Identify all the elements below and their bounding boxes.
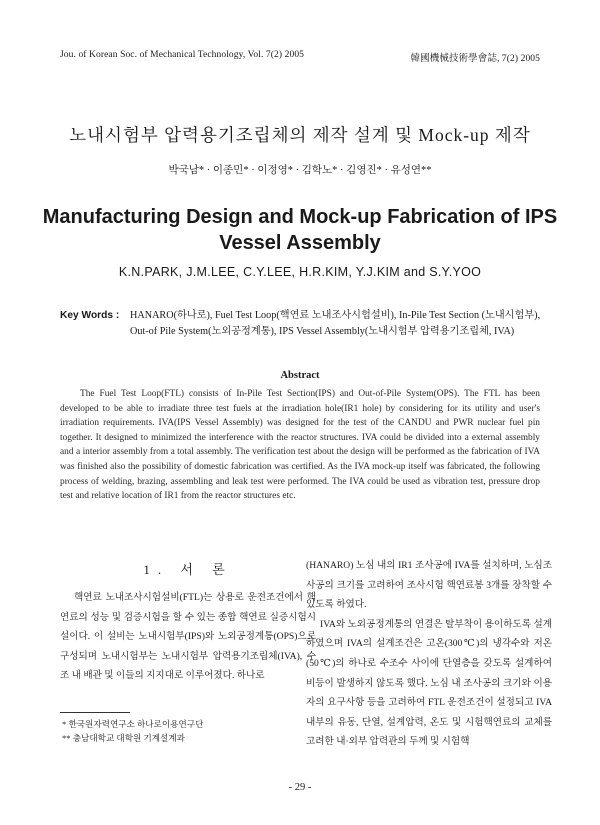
column-right — [306, 556, 552, 752]
keywords-text: HANARO(하나로), Fuel Test Loop(핵연료 노내조사시험설비), In-Pile Test Section (노내시험부), Out-of Pile System(노외공정계통), IPS Vessel Assembly(노내시험부 압력용기조립체, IVA) — [130, 310, 541, 337]
footnotes — [62, 717, 203, 745]
intro-paragraph-1-continued: (HANARO) 노심 내의 IR1 조사공에 IVA를 설치하며, 노심조사공의 크기를 고려하여 조사시험 핵연료봉 3개를 장착할 수 있도록 하였다. — [306, 560, 552, 611]
intro-paragraph-2: IVA와 노외공정계통의 연결은 탈부착이 용이하도록 설계하였으며 IVA의 설계조건은 고온(300℃)의 냉각수와 저온(50℃)의 하나로 수조수 사이에 단열층을 갖도록 설계하여 비등이 발생하지 않도록 했다. 노심 내 조사공의 크기와 이용자의 요구사항 등을 고려하여 FTL 운전조건이 설정되고 IVA 내부의 유동, 단열, 설계압력, 온도 및 시험핵연료의 교체를 고려한 내·외부 압력관의 두께 및 시험핵 — [306, 618, 552, 748]
keywords-block — [60, 308, 542, 340]
keywords-label: Key Words : — [60, 310, 120, 321]
column-left — [60, 556, 316, 686]
abstract-heading: Abstract — [280, 370, 320, 381]
authors-english: K.N.PARK, J.M.LEE, C.Y.LEE, H.R.KIM, Y.J.KIM and S.Y.YOO — [118, 265, 482, 279]
title-english: Manufacturing Design and Mock-up Fabrication of IPS Vessel Assembly — [42, 206, 558, 254]
running-header — [60, 50, 540, 64]
intro-paragraph-1: 핵연료 노내조사시험설비(FTL)는 상용로 운전조건에서 핵연료의 성능 및 검증시험을 할 수 있는 종합 핵연료 실증시험시설이다. 이 설비는 노내시험부(IPS)와 노외공정계통(OPS)으로 구성되며 노내시험부는 노내시험부 압력용기조립체(IVA), 수조 내 배관 및 이들의 지지대로 이루어졌다. 하나로 — [60, 592, 316, 682]
footnote-affiliation-2: ** 충남대학교 대학원 기계설계과 — [62, 733, 185, 743]
footnote-divider — [60, 712, 130, 713]
journal-citation-en: Jou. of Korean Soc. of Mechanical Technology, Vol. 7(2) 2005 — [60, 50, 305, 60]
title-korean: 노내시험부 압력용기조립체의 제작 설계 및 Mock-up 제작 — [69, 125, 531, 145]
page-number: - 29 - — [288, 782, 312, 793]
footnote-affiliation-1: * 한국원자력연구소 하나로이용연구단 — [62, 719, 204, 729]
authors-korean: 박국남* · 이종민* · 이정영* · 김학노* · 김영진* · 유성연** — [168, 165, 432, 176]
section-heading-introduction: 1. 서 론 — [143, 562, 233, 577]
journal-citation-ko: 韓國機械技術學會誌, 7(2) 2005 — [410, 54, 540, 64]
abstract-body: The Fuel Test Loop(FTL) consists of In-Pile Test Section(IPS) and Out-of-Pile System(OPS). The FTL has been developed to be able to irradiate three test fuels at the irradiation hole(IR1 hole) by considering for its utility and user's irradiation requirements. IVA(IPS Vessel Assembly) was designed for the test of the CANDU and PWR nuclear fuel pin together. It designed to minimized the interference with the reactor structures. IVA could be divided into a external assembly and a interior assembly from a total assembly. The verification test about the design will be performed as the fabrication of IVA was finished also the possibility of domestic fabrication was certified. As the IVA mock-up itself was fabricated, the following process of welding, brazing, assembling and leak test were performed. The IVA could be used as vibration test, pressure drop test and relative location of IR1 from the reactor structures etc. — [60, 389, 540, 502]
